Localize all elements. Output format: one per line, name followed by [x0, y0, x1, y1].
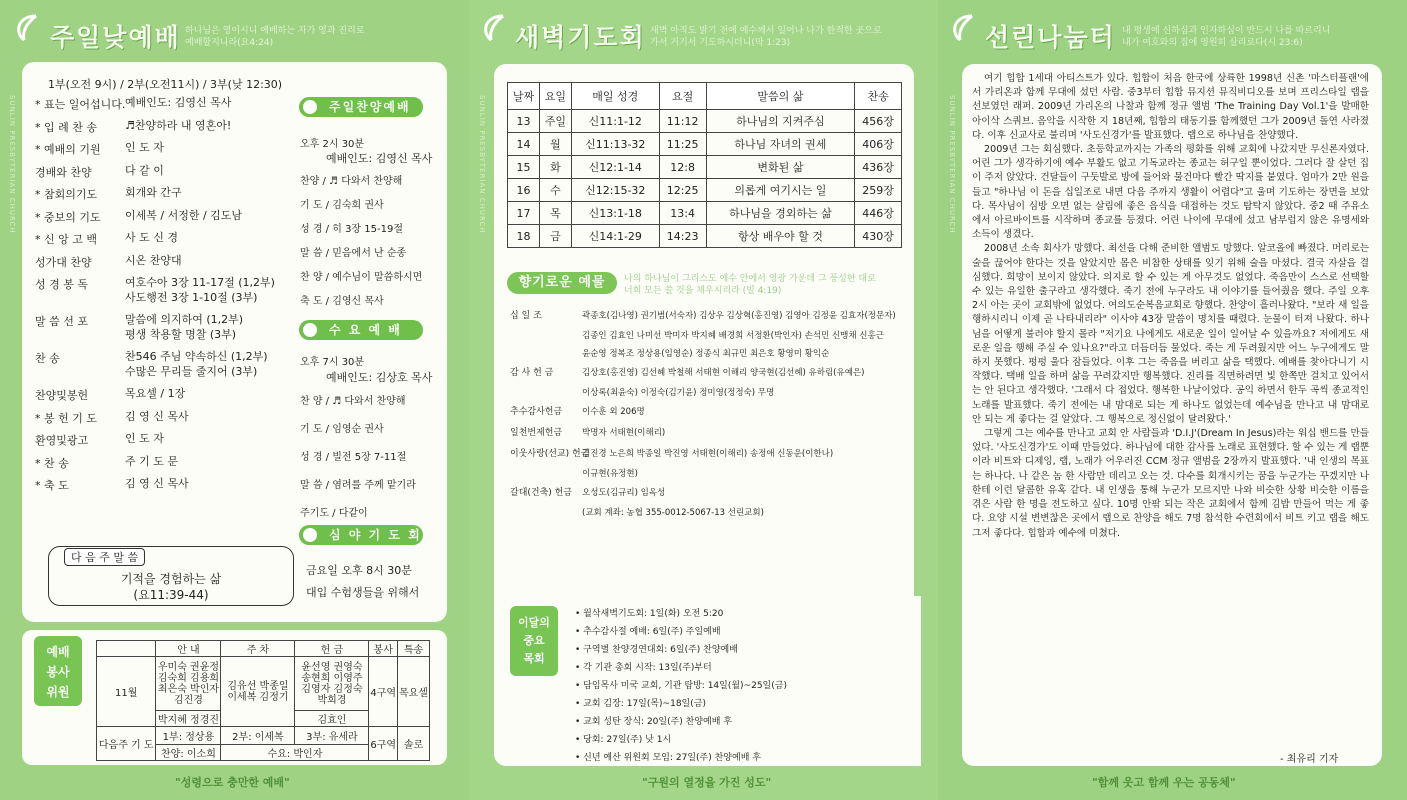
dawn-cell: 하나님을 경외하는 삶: [706, 202, 855, 225]
sharing-verse: 내 평생에 신하심과 인자하심이 반드시 나를 따르리니 내가 여호와의 집에 영원히 살리로다(시 23:6): [1122, 26, 1331, 48]
next-week-label: 다 음 주 말 씀: [64, 548, 145, 566]
order-row: [35, 291, 257, 304]
offering-key: 십 일 조: [510, 311, 542, 321]
dawn-cell: 하나님의 지켜주심: [706, 110, 855, 133]
byline: - 최유리 기자: [1280, 754, 1339, 765]
order-value: 인 도 자: [125, 432, 164, 445]
night-line1: 금요일 오후 8시 30분: [306, 564, 412, 577]
wednesday-leader: 예배인도: 김상호 목사: [326, 371, 433, 384]
dawn-cell: 의롭게 여기시는 일: [706, 179, 855, 202]
offering-key: 추수감사헌금: [510, 407, 563, 417]
dawn-cell: 12:8: [659, 156, 706, 179]
order-value: 시온 찬양대: [125, 253, 182, 267]
service-label: 예배 봉사 위원: [34, 636, 82, 706]
left-footer: "성령으로 충만한 예배": [175, 776, 290, 789]
order-value: 다 같 이: [125, 163, 164, 177]
order-value: 찬546 주님 약속하신 (1,2부): [125, 350, 268, 363]
order-value: 회개와 간구: [125, 186, 182, 199]
offering-row: [510, 446, 833, 459]
dawn-cell: 15: [508, 156, 540, 179]
sunday-praise-leader: 예배인도: 김영신 목사: [326, 152, 433, 165]
praise-item: 축 도 / 김영신 목사: [300, 296, 384, 307]
order-key: * 표는 일어섭니다.: [35, 98, 126, 111]
order-value: 주 기 도 문: [125, 454, 178, 468]
night-prayer-pill: 심 야 기 도 회: [299, 525, 423, 545]
order-row: [35, 350, 268, 366]
dawn-cell: 하나님 자녀의 권세: [706, 133, 855, 156]
order-key: 찬양및봉헌: [35, 389, 89, 402]
sunday-verse: 하나님은 영이시니 예배하는 자가 영과 진리로 예배할지니라(요4:24): [185, 26, 365, 48]
dawn-verse: 새벽 아직도 밝기 전에 예수께서 일어나 나가 한적한 곳으로 가서 거기서 기도하시더니(막 1:23): [650, 26, 882, 48]
offering-names: 이규현(유정현): [582, 469, 638, 479]
offering-names: 이수훈 외 206명: [582, 407, 645, 417]
sharing-title: 선린나눔터: [985, 23, 1116, 52]
dawn-cell: 456장: [855, 110, 902, 133]
night-line2: 대입 수험생들을 위해서: [306, 586, 420, 599]
order-row: [35, 455, 178, 471]
dawn-cell: 446장: [855, 202, 902, 225]
order-value: 이세복 / 서정한 / 김도남: [125, 208, 243, 222]
offering-row: [510, 485, 665, 498]
dawn-cell: 신13:1-18: [571, 202, 659, 225]
vine-leaf-icon: [946, 12, 980, 46]
order-row: [35, 432, 164, 448]
essay: [972, 72, 1369, 541]
dawn-cell: 수: [539, 179, 571, 202]
order-key: 찬 송: [35, 352, 60, 365]
sunday-praise-pill: 주일찬양예배: [299, 97, 423, 117]
order-value: 말씀에 의지하여 (1,2부): [125, 313, 244, 326]
order-key: * 찬 송: [35, 456, 69, 470]
essay-paragraph: 2008년 소속 회사가 망했다. 최선을 다해 준비한 앨범도 망했다. 알코올에 빠졌다. 머리로는 술을 끊어야 한다는 것을 알았지만 몸은 비참한 상태를 잊기 위해 술을 마셨다. 결국 자살을 결심했다. 희망이 보이지 않았다. 의지로 할 수 있는 게 아무것도 없었다. 죽음만이 스스로 선택할 수 있는 유일한 출구라고 생각했다. 죽기 전에 누구라도 내 이야기를 들어줬음 했다. 주일 오후 2시 아는 곳이 교회밖에 없었다. 여의도순복음교회로 향했다. 찬양이 흘러나왔다. "보라 새 일을 행하시리니 이제 곧 나타내리라" 이사야 43장 말씀이 명치를 때렸다. 눈물이 터져 나왔다. 하나님을 어떻게 불러야 할지 몰라 "저기요 나에게도 새로운 일이 일어날 수 있을까요? 저에게도 새로운 일을 행해 주실 수 있나요?"라고 더듬더듬 물었다. 죽는 게 두려웠지만 어느 누구에게도 말하지 못했다. 펑펑 울다 잠들었다. 이후 그는 죽음을 버리고 삶을 택했다. 예배를 찾아다니기 시작했다. 택배 일을 하며 삶을 꾸려갔지만 행복했다. 진리를 직면하려면 빛 한쪽만 걸치고 있어서는 안 된다고 생각했다. '그래서 다 접었다. 행복한 나날이었다. 공익 하면서 한두 곡씩 종교적인 노래를 발표했다. 죽기 전에는 내 맘대로 되는 게 하나도 없었는데 예수님을 만나고 내 맘대로 안 되는 게 좋다는 걸 알았다. 그 행복으로 정신없이 달려왔다.': [972, 243, 1369, 425]
praise-item: 기 도 / 김숙희 권사: [300, 200, 384, 211]
wednesday-pill: 수 요 예 배: [299, 320, 423, 340]
right-footer: "함께 웃고 함께 우는 공동체": [1092, 776, 1236, 789]
wednesday-item: 성 경 / 빌전 5장 7-11절: [300, 452, 407, 463]
offering-row: [510, 386, 774, 398]
dawn-cell: 13: [508, 110, 540, 133]
news-item: • 신년 예산 위원회 모임: 27일(주) 찬양예배 후: [575, 753, 761, 763]
dawn-header: 말씀의 삶: [706, 83, 855, 110]
order-value: 사도행전 3장 1-10절 (3부): [125, 291, 258, 304]
order-row: [35, 164, 164, 180]
dawn-cell: 259장: [855, 179, 902, 202]
news-item: • 각 기관 총회 시작: 13일(주)부터: [575, 663, 712, 673]
offering-row: [510, 329, 884, 341]
order-key: * 봉 헌 기 도: [35, 411, 97, 425]
next-week-title: 기적을 경험하는 삶: [120, 572, 222, 586]
dawn-cell: 항상 배우야 할 것: [706, 225, 855, 248]
order-key: 환영및광고: [35, 434, 89, 447]
dawn-cell: 신14:1-29: [571, 225, 659, 248]
offering-names: 박명자 서태현(이해리): [582, 428, 666, 438]
dawn-cell: 목: [539, 202, 571, 225]
order-value: ♬찬양하라 내 영혼아!: [125, 118, 232, 132]
news-item: • 교회 성탄 장식: 20일(주) 찬양예배 후: [575, 717, 733, 727]
essay-paragraph: 여기 힙합 1세대 아티스트가 있다. 힙합이 처음 한국에 상륙한 1998년 신촌 '마스터플랜'에서 가리온과 함께 무대에 섰던 사람. 중3부터 힙합 뮤지션 뮤직비디오를 보며 프리스타일 랩을 선보였던 래퍼. 2009년 가리온의 나찰과 함께 정규 앨범 'The Training Day Vol.1'을 발매한 아이삭 스쿼브. 음악을 시작한 지 18년째, 힙합의 태동기를 함께했던 그가 2009년 돌연 사라졌다. 이후 신교사로 불리며 '사도신경가'를 발표했다. 랩으로 하나님을 찬양했다.: [972, 73, 1369, 141]
order-value: 목요셀 / 1장: [125, 387, 186, 400]
order-value: 인 도 자: [125, 141, 164, 154]
dawn-cell: 13:4: [659, 202, 706, 225]
order-key: * 입 례 찬 송: [35, 120, 97, 134]
order-row: [35, 410, 189, 426]
news-label: 이달의 중요 목회: [510, 606, 558, 676]
dawn-cell: 신11:13-32: [571, 133, 659, 156]
offering-names: 윤순영 정복조 정상용(임영순) 정종식 최규민 최은호 황영미 황익순: [582, 349, 830, 359]
order-row: [35, 141, 164, 157]
dawn-row: [508, 110, 902, 133]
sunday-praise-time: 오후 2시 30분: [300, 139, 365, 150]
dawn-row: [508, 179, 902, 202]
order-value: 여호수아 3장 11-17절 (1,2부): [125, 276, 275, 289]
praise-item: 성 경 / 히 3장 15-19절: [300, 224, 403, 235]
dawn-header: 요절: [659, 83, 706, 110]
order-value: 김 영 신 목사: [125, 409, 189, 423]
order-row: [35, 209, 242, 225]
order-key: 경배와 찬양: [35, 165, 92, 179]
order-key: * 예배의 기원: [35, 143, 101, 156]
order-row: [35, 96, 231, 112]
offering-key: 일천번제헌금: [510, 428, 563, 438]
order-row: [35, 254, 182, 270]
order-row: [35, 313, 243, 329]
wednesday-item: 찬 양 / ♬ 다와서 찬양해: [300, 396, 406, 407]
order-row: [35, 477, 189, 493]
offering-row: [510, 308, 896, 321]
offering-names: 이상록(최윤숙) 이정숙(김기윤) 정미영(정정숙) 무명: [582, 388, 775, 398]
dawn-cell: 17: [508, 202, 540, 225]
dawn-cell: 11:12: [659, 110, 706, 133]
order-row: [35, 328, 236, 341]
dawn-cell: 신11:1-12: [571, 110, 659, 133]
offering-pill: 향기로운 예물: [507, 272, 617, 294]
dawn-header: 날짜: [508, 83, 540, 110]
dawn-row: [508, 156, 902, 179]
essay-paragraph: 그렇게 그는 예수를 만나고 교회 안 사람들과 'D.I.J'(Dream In Jesus)라는 워십 밴드를 만들었다. '사도신경가'도 이때 만들었다. 하나님에 대한 감사를 노래로 표현했다. 할 수 있는 게 랩뿐이라 비트와 디제잉, 랩, 노래가 어우러진 CCM 정규 앨범을 2장까지 발표했다. '내 인생의 목표는 하나다. 나 같은 놈 한 사람만 데리고 오는 것. 다수를 회개시키는 꿈을 누군가는 꾸겠지만 나한테 이런 달콤한 유혹 같다. 내 인생을 통해 누군가 모르지만 나와 비슷한 상황 비슷한 이름을 겪은 사람 한 명을 전도하고 싶다. 10명 안팎 되는 작은 교회에서 함께 김밥 만들어 먹는 게 좋다. 요양 시설 변변찮은 곳에서 랩으로 찬양을 해도 7명 참석한 수련회에서 비트 키고 랩을 해도 그저 좋다다. 힙합과 예수에 미쳤다.: [972, 428, 1369, 539]
offering-row: [510, 506, 764, 518]
offering-row: [510, 467, 638, 479]
sunday-service-title: 주일낮예배: [50, 23, 181, 52]
offering-names: (교회 계좌: 농협 355-0012-5067-13 선린교회): [582, 508, 764, 518]
dawn-cell: 18: [508, 225, 540, 248]
wednesday-time: 오후 7시 30분: [300, 357, 365, 368]
dawn-row: [508, 133, 902, 156]
news-item: • 추수감사절 예배: 6일(주) 주일예배: [575, 627, 721, 637]
order-row: [35, 119, 231, 135]
dawn-cell: 변화된 삶: [706, 156, 855, 179]
dawn-row: [508, 225, 902, 248]
service-table: 안 내 주 차 헌 금 봉사 특송 11월 우미숙 권윤정 김숙희 김용희 최은숙 박인자 김진경 김유선 박종일 이세복 김정기 윤선영 권영숙 송현희 이영주 김영자 김정숙 박희경 4구역 목요셀 박지혜 정경진 김효인 다음주 기 도 1부: 정상용 2부: 이세복 3부: 유세라 6구역 솔로 찬양: 이소희 수요: 박인자: [96, 640, 430, 761]
order-key: * 중보의 기도: [35, 210, 101, 224]
wednesday-item: 주기도 / 다같이: [300, 508, 368, 519]
vine-leaf-icon: [10, 12, 44, 46]
offering-key: 감 사 헌 금: [510, 368, 554, 378]
dawn-cell: 신12:15-32: [571, 179, 659, 202]
essay-paragraph: 2009년 그는 회심했다. 초등학교까지는 가족의 평화를 위해 교회에 나갔지만 무신론자였다. 어린 그가 생각하기에 예수 부활도 없고 기독교라는 종교는 허구일 뿐이었다. 그러다 잘 살던 집이 주저 앉았다. 건달들이 구둣발로 방에 들어와 물건마다 빨간 딱지를 붙였다. 엄마가 2만 원을 들고 "하나님 이 돈을 십일조로 내면 다음 주까지 생활이 어렵다"고 울며 기도하는 장면을 보았다. 목사님이 심방 오면 없는 살림에 좋은 음식을 대접하는 것도 탐탁지 않았다. 중2 때 주유소에서 아르바이트를 시작하며 종교를 등졌다. 어린 나이에 무대에 섰고 남부럽지 않은 유명세와 소득이 생겼다.: [972, 144, 1369, 241]
offering-key: 이웃사랑(선교) 헌금: [510, 449, 590, 459]
church-vertical-text: SUNLIN PRESBYTERIAN CHURCH: [948, 95, 956, 234]
order-key: * 신 앙 고 백: [35, 233, 97, 246]
offering-key: 갈대(건축) 헌금: [510, 488, 573, 498]
dawn-cell: 12:25: [659, 179, 706, 202]
wednesday-item: 기 도 / 임영순 권사: [300, 424, 384, 435]
order-key: 성 경 봉 독: [35, 278, 88, 291]
order-value: 평생 착용할 명찰 (3부): [125, 328, 237, 341]
news-item: • 월삭새벽기도회: 1일(화) 오전 5:20: [575, 609, 724, 619]
dawn-cell: 14:23: [659, 225, 706, 248]
order-key: * 참회의기도: [35, 188, 98, 201]
order-value: 수많은 무리들 줄지어 (3부): [125, 365, 258, 378]
dawn-cell: 16: [508, 179, 540, 202]
dawn-header: 매일 성경: [571, 83, 659, 110]
dawn-row: [508, 202, 902, 225]
offering-row: [510, 425, 665, 438]
order-value: 예배인도: 김영신 목사: [125, 96, 232, 109]
order-row: [35, 365, 257, 378]
offering-row: [510, 404, 645, 417]
dawn-prayer-title: 새벽기도회: [515, 23, 646, 52]
order-row: [35, 276, 275, 292]
church-vertical-text: SUNLIN PRESBYTERIAN CHURCH: [478, 95, 486, 234]
offering-names: 김진경 노은희 박종일 박진영 서태현(이해리) 송정애 신동운(이한나): [582, 449, 834, 459]
order-value: 사 도 신 경: [125, 231, 178, 244]
dawn-header: 요일: [539, 83, 571, 110]
order-row: [35, 186, 182, 202]
dawn-cell: 신12:1-14: [571, 156, 659, 179]
offering-row: [510, 365, 864, 378]
news-item: • 당회: 27일(주) 낮 1시: [575, 735, 672, 745]
order-row: [35, 231, 178, 247]
dawn-header: 찬송: [855, 83, 902, 110]
order-key: 말 씀 선 포: [35, 315, 88, 328]
dawn-cell: 월: [539, 133, 571, 156]
order-row: [35, 387, 185, 403]
dawn-cell: 436장: [855, 156, 902, 179]
dawn-table: [507, 82, 902, 248]
offering-names: 김종인 김효인 나미선 박미자 박지혜 배경희 서정환(박인자) 손석민 신맹채 신홍근: [582, 331, 884, 341]
next-week-ref: (요11:39-44): [133, 588, 209, 602]
offering-names: 김상호(홍진영) 김선혜 박철해 서태현 이해리 양국현(김선혜) 유하림(유예은): [582, 368, 865, 378]
offering-names: 오성도(김규리) 임옥성: [582, 488, 666, 498]
vine-leaf-icon: [477, 12, 511, 46]
order-value: 김 영 신 목사: [125, 477, 189, 490]
praise-item: 찬양 / ♬ 다와서 찬양해: [300, 176, 403, 187]
order-key: * 축 도: [35, 479, 69, 492]
dawn-cell: 11:25: [659, 133, 706, 156]
offering-verse: 나의 하나님이 그리스도 예수 안에서 영광 가운데 그 풍성한 대로 너희 모든 쓸 것을 채우시리라 (빌 4:19): [624, 274, 876, 296]
offering-names: 곽종호(김나영) 권기범(서숙자) 김상우 김상혁(홍진영) 김영아 김정윤 김효자(정문자): [582, 311, 896, 321]
wednesday-item: 말 씀 / 염려를 주께 맡기라: [300, 480, 416, 491]
praise-item: 말 씀 / 믿음에서 난 순종: [300, 248, 407, 259]
news-item: • 구역별 찬양경연대회: 6일(주) 찬양예배: [575, 645, 738, 655]
dawn-cell: 14: [508, 133, 540, 156]
church-vertical-text: SUNLIN PRESBYTERIAN CHURCH: [8, 95, 16, 234]
dawn-cell: 화: [539, 156, 571, 179]
dawn-cell: 406장: [855, 133, 902, 156]
order-key: 성가대 찬양: [35, 255, 92, 269]
middle-footer: "구원의 열정을 가진 성도": [642, 776, 772, 789]
dawn-cell: 430장: [855, 225, 902, 248]
news-item: • 담임목사 미국 교회, 기관 탐방: 14일(월)~25일(금): [575, 681, 787, 691]
praise-item: 찬 양 / 예수님이 말씀하시면: [300, 272, 423, 283]
service-times: 1부(오전 9시) / 2부(오전11시) / 3부(낮 12:30): [48, 78, 283, 91]
dawn-cell: 주일: [539, 110, 571, 133]
news-item: • 교회 김장: 17일(목)~18일(금): [575, 699, 706, 709]
dawn-cell: 금: [539, 225, 571, 248]
offering-row: [510, 347, 829, 359]
